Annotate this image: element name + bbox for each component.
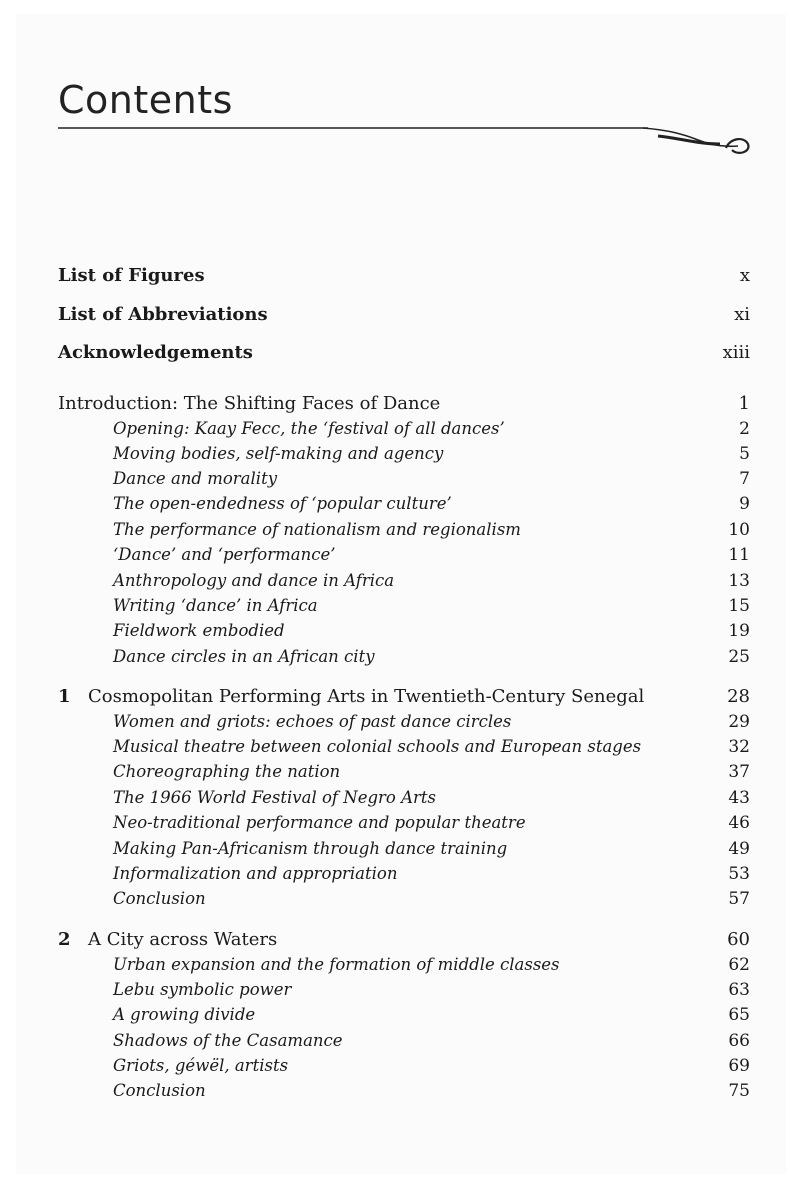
toc-entry-section[interactable]: Conclusion 57 xyxy=(113,889,750,909)
toc-entry-section[interactable]: Dance and morality 7 xyxy=(113,469,750,489)
toc-entry-section[interactable]: Fieldwork embodied 19 xyxy=(113,621,750,641)
toc-entry-chapter[interactable]: 2 A City across Waters 60 xyxy=(58,929,750,950)
toc-entry-section[interactable]: Griots, géwël, artists 69 xyxy=(113,1056,750,1076)
toc-entry-section[interactable]: Shadows of the Casamance 66 xyxy=(113,1031,750,1051)
toc-entry-section[interactable]: Writing ‘dance’ in Africa 15 xyxy=(113,596,750,616)
toc-entry-front-matter[interactable]: List of Figures x xyxy=(58,265,750,286)
book-page xyxy=(16,14,786,1174)
chapter-title: Cosmopolitan Performing Arts in Twentieth-Century Senegal xyxy=(88,686,645,707)
toc-entry-section[interactable]: Neo-traditional performance and popular theatre 46 xyxy=(113,813,750,833)
toc-entry-section[interactable]: Lebu symbolic power 63 xyxy=(113,980,750,1000)
chapter-title: A City across Waters xyxy=(88,929,278,950)
toc-entry-front-matter[interactable]: Acknowledgements xiii xyxy=(58,342,750,363)
ornamental-rule xyxy=(58,126,758,166)
toc-entry-chapter[interactable]: 1 Cosmopolitan Performing Arts in Twentieth-Century Senegal 28 xyxy=(58,686,750,707)
toc-entry-front-matter[interactable]: List of Abbreviations xi xyxy=(58,304,750,325)
page-title: Contents xyxy=(58,78,233,122)
toc-entry-section[interactable]: Making Pan-Africanism through dance training 49 xyxy=(113,839,750,859)
toc-entry-section[interactable]: Women and griots: echoes of past dance circles 29 xyxy=(113,712,750,732)
toc-entry-section[interactable]: Moving bodies, self-making and agency 5 xyxy=(113,444,750,464)
toc-entry-section[interactable]: Conclusion 75 xyxy=(113,1081,750,1101)
toc-entry-section[interactable]: The open-endedness of ‘popular culture’ 9 xyxy=(113,494,750,514)
toc-entry-introduction[interactable]: Introduction: The Shifting Faces of Dance 1 xyxy=(58,393,750,414)
toc-entry-section[interactable]: ‘Dance’ and ‘performance’ 11 xyxy=(113,545,750,565)
toc-entry-section[interactable]: The performance of nationalism and regionalism 10 xyxy=(113,520,750,540)
toc-entry-section[interactable]: Anthropology and dance in Africa 13 xyxy=(113,571,750,591)
toc-entry-section[interactable]: Informalization and appropriation 53 xyxy=(113,864,750,884)
toc-entry-section[interactable]: Dance circles in an African city 25 xyxy=(113,647,750,667)
toc-entry-section[interactable]: Musical theatre between colonial schools and European stages 32 xyxy=(113,737,750,757)
toc-entry-section[interactable]: Urban expansion and the formation of middle classes 62 xyxy=(113,955,750,975)
toc-entry-section[interactable]: Choreographing the nation 37 xyxy=(113,762,750,782)
toc-entry-section[interactable]: Opening: Kaay Fecc, the ‘festival of all dances’ 2 xyxy=(113,419,750,439)
toc-entry-section[interactable]: A growing divide 65 xyxy=(113,1005,750,1025)
chapter-number: 2 xyxy=(58,929,71,950)
chapter-number: 1 xyxy=(58,686,71,707)
toc-entry-section[interactable]: The 1966 World Festival of Negro Arts 43 xyxy=(113,788,750,808)
